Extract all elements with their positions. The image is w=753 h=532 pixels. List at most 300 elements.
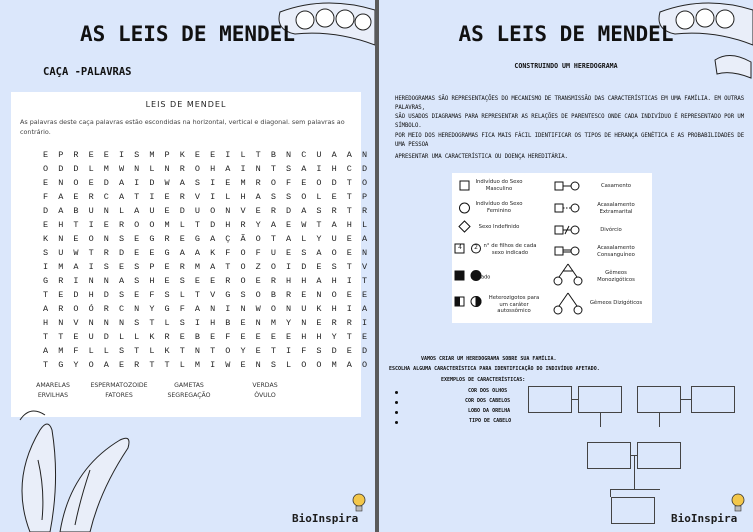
grid-letter[interactable]: N: [210, 304, 216, 314]
grid-letter[interactable]: E: [88, 150, 94, 160]
grid-letter[interactable]: D: [103, 290, 109, 300]
grid-letter[interactable]: T: [134, 192, 140, 202]
grid-letter[interactable]: C: [118, 304, 125, 314]
grid-letter[interactable]: L: [88, 346, 94, 356]
grid-letter[interactable]: H: [316, 332, 322, 342]
grid-letter[interactable]: A: [194, 304, 201, 314]
grid-letter[interactable]: B: [270, 290, 276, 300]
grid-letter[interactable]: K: [149, 332, 155, 342]
grid-letter[interactable]: L: [134, 332, 140, 342]
grid-letter[interactable]: R: [58, 276, 64, 286]
grid-letter[interactable]: R: [286, 290, 292, 300]
grid-letter[interactable]: E: [179, 234, 185, 244]
grid-letter[interactable]: A: [210, 234, 216, 244]
grid-letter[interactable]: E: [210, 276, 216, 286]
grid-letter[interactable]: O: [240, 276, 246, 286]
grid-letter[interactable]: B: [225, 318, 231, 328]
grid-letter[interactable]: Ó: [88, 304, 94, 314]
grid-letter[interactable]: E: [225, 178, 231, 188]
grid-letter[interactable]: T: [43, 332, 49, 342]
grid-letter[interactable]: F: [301, 346, 307, 356]
grid-letter[interactable]: I: [316, 164, 322, 174]
grid-letter[interactable]: E: [194, 150, 201, 160]
grid-letter[interactable]: M: [58, 346, 64, 356]
grid-letter[interactable]: E: [361, 290, 368, 300]
grid-letter[interactable]: Y: [73, 360, 79, 370]
grid-letter[interactable]: N: [286, 150, 292, 160]
grid-letter[interactable]: M: [194, 360, 201, 370]
grid-letter[interactable]: E: [255, 332, 261, 342]
grid-letter[interactable]: H: [225, 220, 231, 230]
grid-letter[interactable]: E: [331, 192, 337, 202]
grid-letter[interactable]: W: [118, 164, 125, 174]
grid-letter[interactable]: D: [361, 346, 368, 356]
grid-letter[interactable]: I: [286, 262, 292, 272]
grid-letter[interactable]: N: [255, 164, 261, 174]
grid-letter[interactable]: R: [331, 318, 337, 328]
grid-letter[interactable]: H: [346, 220, 352, 230]
grid-letter[interactable]: H: [210, 164, 216, 174]
grid-letter[interactable]: A: [179, 178, 185, 188]
grid-letter[interactable]: R: [255, 178, 261, 188]
grid-letter[interactable]: E: [301, 290, 307, 300]
grid-letter[interactable]: A: [103, 360, 109, 370]
grid-letter[interactable]: N: [118, 318, 125, 328]
grid-letter[interactable]: R: [270, 206, 276, 216]
grid-letter[interactable]: N: [103, 234, 109, 244]
grid-letter[interactable]: U: [331, 234, 337, 244]
grid-letter[interactable]: E: [301, 178, 307, 188]
grid-letter[interactable]: N: [361, 150, 368, 160]
grid-letter[interactable]: O: [331, 290, 337, 300]
grid-letter[interactable]: A: [179, 248, 185, 258]
grid-letter[interactable]: S: [118, 234, 125, 244]
grid-letter[interactable]: T: [316, 220, 322, 230]
grid-letter[interactable]: E: [286, 220, 292, 230]
grid-letter[interactable]: T: [225, 262, 231, 272]
grid-letter[interactable]: L: [225, 192, 231, 202]
grid-letter[interactable]: E: [134, 248, 140, 258]
grid-letter[interactable]: L: [301, 234, 307, 244]
grid-letter[interactable]: E: [73, 234, 79, 244]
grid-letter[interactable]: D: [58, 164, 64, 174]
grid-letter[interactable]: O: [361, 178, 368, 188]
grid-letter[interactable]: D: [286, 206, 292, 216]
grid-letter[interactable]: R: [240, 220, 246, 230]
tree-box[interactable]: [528, 386, 572, 413]
grid-letter[interactable]: I: [210, 192, 216, 202]
grid-letter[interactable]: E: [210, 332, 216, 342]
grid-letter[interactable]: U: [301, 304, 307, 314]
grid-letter[interactable]: S: [179, 276, 185, 286]
grid-letter[interactable]: E: [316, 262, 322, 272]
grid-letter[interactable]: M: [270, 318, 276, 328]
grid-letter[interactable]: H: [331, 304, 337, 314]
grid-letter[interactable]: S: [118, 346, 125, 356]
grid-letter[interactable]: O: [316, 360, 322, 370]
grid-letter[interactable]: N: [88, 276, 94, 286]
grid-letter[interactable]: A: [43, 346, 49, 356]
grid-letter[interactable]: E: [346, 346, 352, 356]
grid-letter[interactable]: T: [43, 290, 49, 300]
grid-letter[interactable]: G: [225, 290, 231, 300]
grid-letter[interactable]: T: [346, 178, 352, 188]
grid-letter[interactable]: E: [255, 276, 261, 286]
grid-letter[interactable]: E: [286, 332, 292, 342]
grid-letter[interactable]: K: [210, 248, 216, 258]
grid-letter[interactable]: L: [118, 332, 125, 342]
grid-letter[interactable]: M: [149, 150, 155, 160]
grid-letter[interactable]: T: [179, 346, 185, 356]
grid-letter[interactable]: L: [88, 164, 94, 174]
grid-letter[interactable]: O: [255, 290, 261, 300]
grid-letter[interactable]: E: [134, 234, 140, 244]
grid-letter[interactable]: H: [286, 276, 292, 286]
grid-letter[interactable]: D: [149, 178, 155, 188]
grid-letter[interactable]: R: [361, 206, 368, 216]
grid-letter[interactable]: R: [164, 234, 170, 244]
grid-letter[interactable]: V: [240, 206, 246, 216]
grid-letter[interactable]: H: [301, 332, 307, 342]
grid-letter[interactable]: A: [301, 164, 307, 174]
grid-letter[interactable]: D: [179, 206, 185, 216]
tree-box[interactable]: [587, 442, 631, 469]
grid-letter[interactable]: L: [118, 206, 125, 216]
grid-letter[interactable]: C: [301, 150, 307, 160]
grid-letter[interactable]: U: [316, 150, 322, 160]
grid-letter[interactable]: G: [164, 304, 170, 314]
grid-letter[interactable]: L: [103, 346, 109, 356]
grid-letter[interactable]: A: [361, 304, 368, 314]
grid-letter[interactable]: S: [301, 248, 307, 258]
grid-letter[interactable]: E: [255, 346, 261, 356]
tree-box[interactable]: [578, 386, 622, 413]
grid-letter[interactable]: H: [58, 220, 64, 230]
grid-letter[interactable]: T: [270, 346, 276, 356]
grid-letter[interactable]: O: [194, 164, 201, 174]
grid-letter[interactable]: O: [240, 262, 246, 272]
tree-box[interactable]: [611, 497, 655, 524]
grid-letter[interactable]: H: [331, 164, 337, 174]
grid-letter[interactable]: F: [73, 346, 79, 356]
grid-letter[interactable]: E: [346, 290, 352, 300]
grid-letter[interactable]: K: [316, 304, 322, 314]
grid-letter[interactable]: E: [240, 360, 246, 370]
grid-letter[interactable]: T: [346, 332, 352, 342]
grid-letter[interactable]: I: [88, 262, 94, 272]
grid-letter[interactable]: O: [210, 206, 216, 216]
grid-letter[interactable]: E: [164, 276, 170, 286]
grid-letter[interactable]: N: [301, 318, 307, 328]
grid-letter[interactable]: E: [210, 150, 216, 160]
grid-letter[interactable]: S: [240, 290, 246, 300]
grid-letter[interactable]: T: [149, 360, 155, 370]
grid-letter[interactable]: I: [210, 360, 216, 370]
grid-letter[interactable]: R: [73, 150, 79, 160]
grid-letter[interactable]: E: [361, 332, 368, 342]
grid-letter[interactable]: D: [210, 220, 216, 230]
grid-letter[interactable]: D: [103, 178, 109, 188]
grid-letter[interactable]: I: [134, 178, 140, 188]
grid-letter[interactable]: E: [118, 262, 125, 272]
grid-letter[interactable]: A: [346, 150, 352, 160]
grid-letter[interactable]: S: [316, 206, 322, 216]
grid-letter[interactable]: T: [134, 346, 140, 356]
grid-letter[interactable]: W: [73, 248, 79, 258]
grid-letter[interactable]: M: [58, 262, 64, 272]
grid-letter[interactable]: Y: [255, 220, 261, 230]
grid-letter[interactable]: O: [331, 248, 337, 258]
grid-letter[interactable]: I: [225, 150, 231, 160]
grid-letter[interactable]: E: [270, 332, 276, 342]
grid-letter[interactable]: O: [255, 234, 261, 244]
grid-letter[interactable]: R: [164, 332, 170, 342]
grid-letter[interactable]: O: [73, 304, 79, 314]
grid-letter[interactable]: R: [179, 192, 185, 202]
grid-letter[interactable]: N: [103, 318, 109, 328]
grid-letter[interactable]: Y: [331, 332, 337, 342]
grid-letter[interactable]: E: [103, 150, 109, 160]
grid-letter[interactable]: S: [134, 150, 140, 160]
grid-letter[interactable]: W: [255, 304, 261, 314]
grid-letter[interactable]: N: [255, 360, 261, 370]
grid-letter[interactable]: I: [43, 262, 49, 272]
grid-letter[interactable]: E: [346, 248, 352, 258]
grid-letter[interactable]: P: [164, 150, 170, 160]
grid-letter[interactable]: A: [134, 206, 140, 216]
grid-letter[interactable]: L: [149, 164, 155, 174]
grid-letter[interactable]: M: [240, 178, 246, 188]
grid-letter[interactable]: N: [103, 276, 109, 286]
grid-letter[interactable]: O: [301, 192, 307, 202]
grid-letter[interactable]: I: [88, 220, 94, 230]
grid-letter[interactable]: F: [286, 178, 292, 188]
grid-letter[interactable]: L: [179, 360, 185, 370]
grid-letter[interactable]: O: [225, 346, 231, 356]
grid-letter[interactable]: E: [286, 248, 292, 258]
grid-letter[interactable]: T: [164, 360, 170, 370]
grid-letter[interactable]: E: [43, 178, 49, 188]
grid-letter[interactable]: R: [179, 262, 185, 272]
grid-letter[interactable]: T: [149, 318, 155, 328]
grid-letter[interactable]: G: [43, 276, 49, 286]
grid-letter[interactable]: A: [255, 192, 261, 202]
grid-letter[interactable]: D: [331, 178, 337, 188]
grid-letter[interactable]: O: [316, 178, 322, 188]
grid-letter[interactable]: N: [286, 304, 292, 314]
grid-letter[interactable]: Y: [240, 346, 246, 356]
grid-letter[interactable]: L: [361, 220, 368, 230]
grid-letter[interactable]: L: [240, 150, 246, 160]
grid-letter[interactable]: L: [179, 290, 185, 300]
grid-letter[interactable]: N: [316, 290, 322, 300]
grid-letter[interactable]: O: [43, 164, 49, 174]
grid-letter[interactable]: M: [194, 262, 201, 272]
grid-letter[interactable]: U: [194, 206, 201, 216]
grid-letter[interactable]: A: [118, 276, 125, 286]
grid-letter[interactable]: N: [58, 178, 64, 188]
grid-letter[interactable]: V: [73, 318, 79, 328]
grid-letter[interactable]: I: [346, 276, 352, 286]
grid-letter[interactable]: N: [58, 318, 64, 328]
grid-letter[interactable]: T: [270, 234, 276, 244]
grid-letter[interactable]: K: [164, 346, 170, 356]
grid-letter[interactable]: U: [88, 332, 94, 342]
grid-letter[interactable]: C: [346, 164, 352, 174]
grid-letter[interactable]: T: [88, 248, 94, 258]
grid-letter[interactable]: N: [361, 248, 368, 258]
grid-letter[interactable]: O: [270, 178, 276, 188]
grid-letter[interactable]: Y: [149, 304, 155, 314]
grid-letter[interactable]: I: [210, 178, 216, 188]
grid-letter[interactable]: N: [88, 318, 94, 328]
grid-letter[interactable]: N: [164, 164, 170, 174]
grid-letter[interactable]: O: [270, 262, 276, 272]
grid-letter[interactable]: E: [194, 276, 201, 286]
grid-letter[interactable]: I: [194, 318, 201, 328]
grid-letter[interactable]: E: [88, 178, 94, 188]
grid-letter[interactable]: Y: [316, 234, 322, 244]
grid-letter[interactable]: H: [43, 318, 49, 328]
grid-letter[interactable]: A: [210, 262, 216, 272]
grid-letter[interactable]: H: [210, 318, 216, 328]
grid-letter[interactable]: A: [194, 248, 201, 258]
grid-letter[interactable]: H: [331, 276, 337, 286]
grid-letter[interactable]: W: [164, 178, 170, 188]
grid-letter[interactable]: F: [255, 248, 261, 258]
grid-letter[interactable]: S: [43, 248, 49, 258]
grid-letter[interactable]: E: [103, 220, 109, 230]
grid-letter[interactable]: S: [286, 164, 292, 174]
grid-letter[interactable]: R: [331, 206, 337, 216]
grid-letter[interactable]: R: [103, 248, 109, 258]
grid-letter[interactable]: H: [149, 276, 155, 286]
grid-letter[interactable]: U: [88, 206, 94, 216]
grid-letter[interactable]: D: [301, 262, 307, 272]
grid-letter[interactable]: G: [194, 234, 201, 244]
grid-letter[interactable]: E: [346, 234, 352, 244]
grid-letter[interactable]: A: [58, 192, 64, 202]
grid-letter[interactable]: A: [316, 276, 322, 286]
grid-letter[interactable]: Ç: [225, 234, 231, 244]
grid-letter[interactable]: I: [361, 318, 368, 328]
grid-letter[interactable]: N: [58, 234, 64, 244]
grid-letter[interactable]: A: [346, 360, 352, 370]
grid-letter[interactable]: A: [118, 178, 125, 188]
grid-letter[interactable]: E: [164, 262, 170, 272]
grid-letter[interactable]: S: [179, 318, 185, 328]
grid-letter[interactable]: A: [316, 248, 322, 258]
grid-letter[interactable]: A: [331, 150, 337, 160]
grid-letter[interactable]: B: [194, 332, 201, 342]
grid-letter[interactable]: N: [225, 206, 231, 216]
grid-letter[interactable]: N: [194, 346, 201, 356]
grid-letter[interactable]: G: [58, 360, 64, 370]
grid-letter[interactable]: T: [255, 150, 261, 160]
grid-letter[interactable]: F: [149, 290, 155, 300]
grid-letter[interactable]: D: [331, 346, 337, 356]
grid-letter[interactable]: O: [88, 234, 94, 244]
grid-letter[interactable]: E: [134, 290, 140, 300]
grid-letter[interactable]: Z: [255, 262, 261, 272]
grid-letter[interactable]: P: [361, 192, 368, 202]
grid-letter[interactable]: E: [179, 332, 185, 342]
grid-letter[interactable]: F: [179, 304, 185, 314]
grid-letter[interactable]: F: [225, 248, 231, 258]
grid-letter[interactable]: A: [361, 234, 368, 244]
grid-letter[interactable]: R: [134, 360, 140, 370]
grid-letter[interactable]: A: [301, 206, 307, 216]
grid-letter[interactable]: O: [149, 220, 155, 230]
grid-letter[interactable]: H: [88, 290, 94, 300]
grid-letter[interactable]: R: [103, 304, 109, 314]
grid-letter[interactable]: G: [164, 248, 170, 258]
grid-letter[interactable]: E: [118, 360, 125, 370]
grid-letter[interactable]: T: [210, 346, 216, 356]
grid-letter[interactable]: E: [149, 248, 155, 258]
grid-letter[interactable]: A: [331, 220, 337, 230]
grid-letter[interactable]: R: [346, 318, 352, 328]
grid-letter[interactable]: S: [103, 262, 109, 272]
grid-letter[interactable]: B: [270, 150, 276, 160]
grid-letter[interactable]: V: [194, 192, 201, 202]
grid-letter[interactable]: E: [43, 220, 49, 230]
grid-letter[interactable]: B: [73, 206, 79, 216]
grid-letter[interactable]: N: [255, 318, 261, 328]
grid-letter[interactable]: L: [179, 220, 185, 230]
grid-letter[interactable]: S: [134, 262, 140, 272]
grid-letter[interactable]: R: [225, 276, 231, 286]
grid-letter[interactable]: O: [88, 360, 94, 370]
grid-letter[interactable]: L: [164, 318, 170, 328]
tree-box[interactable]: [637, 386, 681, 413]
grid-letter[interactable]: E: [164, 206, 170, 216]
grid-letter[interactable]: A: [286, 234, 292, 244]
grid-letter[interactable]: W: [225, 360, 231, 370]
grid-letter[interactable]: O: [73, 178, 79, 188]
grid-letter[interactable]: T: [58, 332, 64, 342]
grid-letter[interactable]: E: [73, 192, 79, 202]
grid-letter[interactable]: S: [134, 318, 140, 328]
grid-letter[interactable]: L: [149, 346, 155, 356]
grid-letter[interactable]: S: [134, 276, 140, 286]
grid-letter[interactable]: E: [43, 150, 49, 160]
grid-letter[interactable]: S: [194, 178, 201, 188]
grid-letter[interactable]: S: [286, 192, 292, 202]
grid-letter[interactable]: N: [240, 304, 246, 314]
grid-letter[interactable]: V: [210, 290, 216, 300]
grid-letter[interactable]: D: [43, 206, 49, 216]
grid-letter[interactable]: T: [346, 192, 352, 202]
grid-letter[interactable]: I: [118, 150, 125, 160]
grid-letter[interactable]: E: [240, 332, 246, 342]
grid-letter[interactable]: P: [149, 262, 155, 272]
grid-letter[interactable]: E: [255, 206, 261, 216]
tree-box[interactable]: [691, 386, 735, 413]
grid-letter[interactable]: O: [134, 220, 140, 230]
grid-letter[interactable]: E: [73, 332, 79, 342]
grid-letter[interactable]: T: [270, 164, 276, 174]
grid-letter[interactable]: E: [316, 318, 322, 328]
grid-letter[interactable]: U: [270, 248, 276, 258]
grid-letter[interactable]: O: [361, 360, 368, 370]
tree-box[interactable]: [637, 442, 681, 469]
grid-letter[interactable]: F: [225, 332, 231, 342]
grid-letter[interactable]: S: [331, 262, 337, 272]
grid-letter[interactable]: S: [316, 346, 322, 356]
grid-letter[interactable]: T: [346, 206, 352, 216]
grid-letter[interactable]: E: [240, 318, 246, 328]
